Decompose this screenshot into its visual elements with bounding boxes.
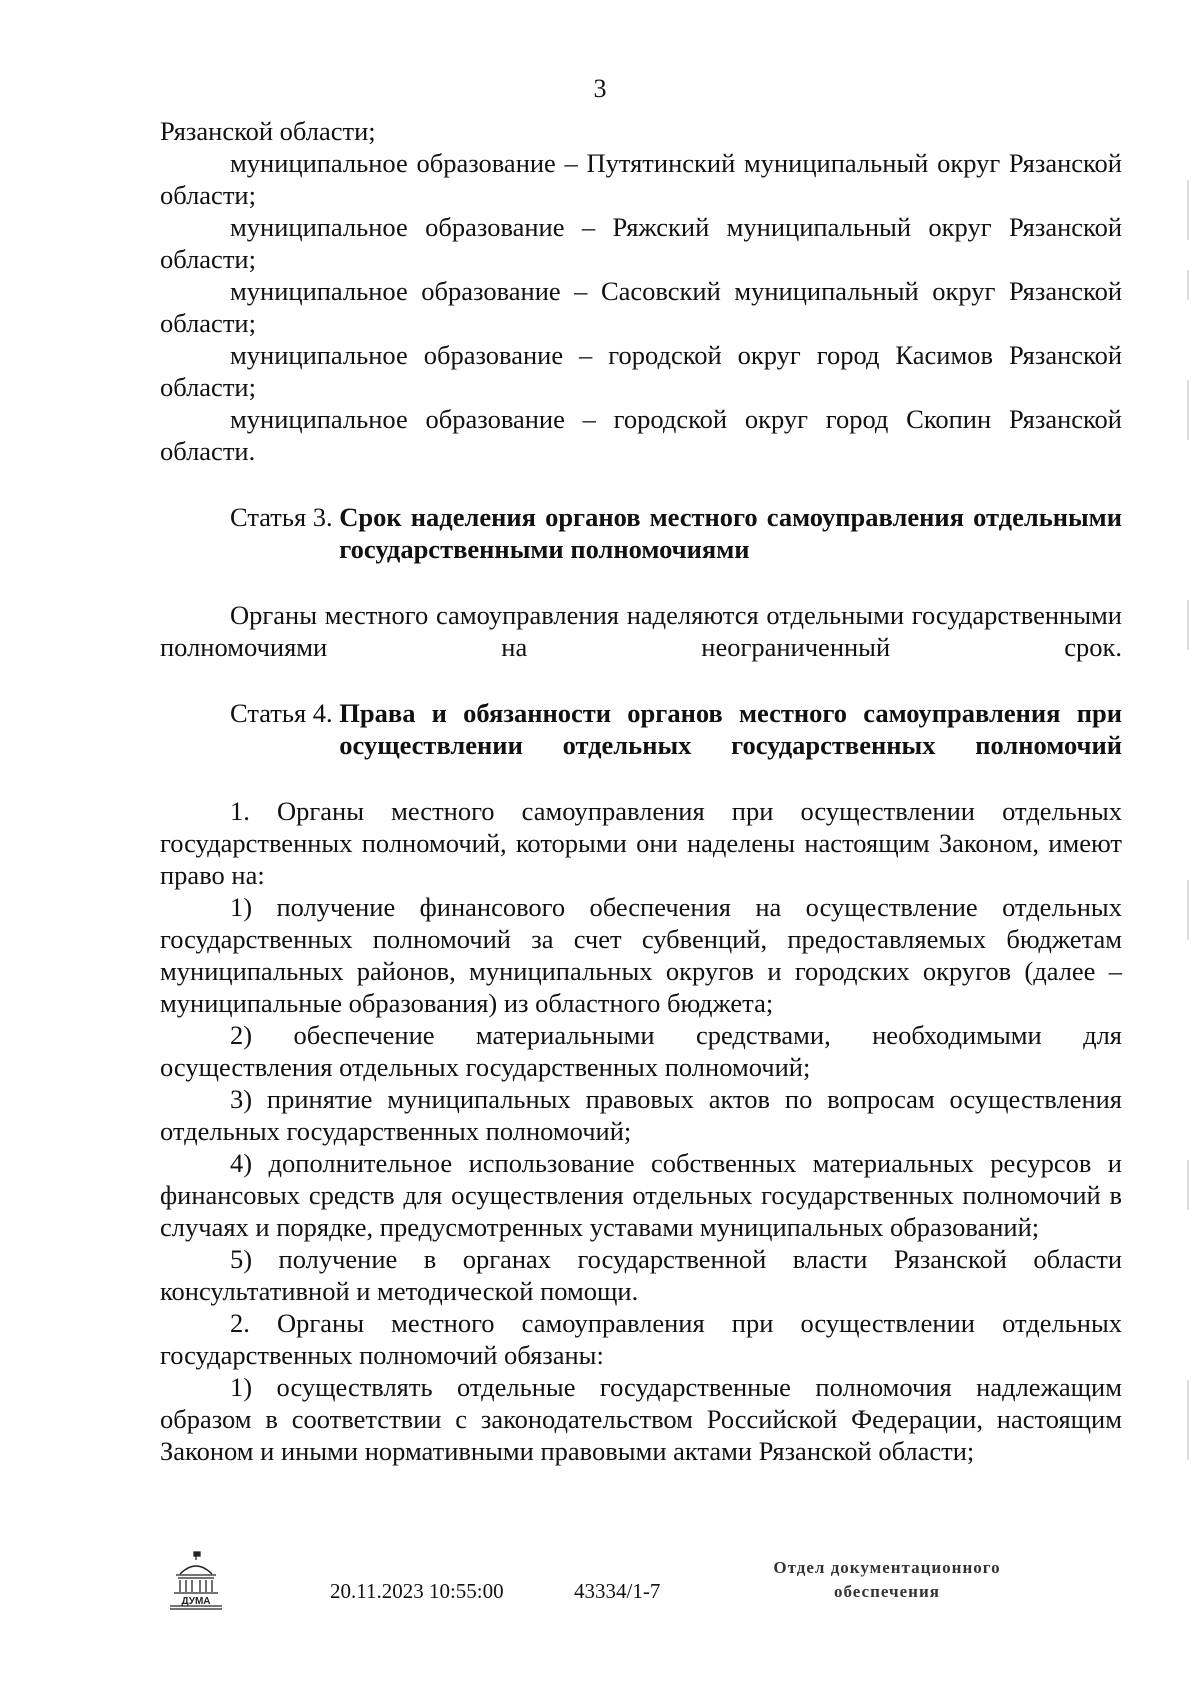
article-3-label: Статья 3.	[230, 502, 340, 532]
article-4-paragraph-0: 1. Органы местного самоуправления при осуществлении отдельных государственных полномочий, которыми они наделены настоящим Законом, имеют право на:	[160, 796, 1122, 890]
article-3-title: Срок наделения органов местного самоуправления отдельными государственными полномочиями	[339, 502, 1122, 564]
paragraph-top-1: муниципальное образование – Путятинский муниципальный округ Рязанской области;	[160, 148, 1122, 210]
paragraph-top-0: Рязанской области;	[160, 116, 376, 146]
article-4-paragraph-6: 2. Органы местного самоуправления при осуществлении отдельных государственных полномочий обязаны:	[160, 1308, 1122, 1370]
article-4-paragraph-3: 3) принятие муниципальных правовых актов по вопросам осуществления отдельных государственных полномочий;	[160, 1084, 1122, 1146]
stamp-line-2: обеспечения	[834, 1582, 940, 1601]
paragraph-top-2: муниципальное образование – Ряжский муниципальный округ Рязанской области;	[160, 212, 1122, 274]
article-4-paragraph-5: 5) получение в органах государственной власти Рязанской области консультативной и методической помощи.	[160, 1244, 1122, 1306]
article-4-label: Статья 4.	[230, 698, 340, 728]
article-3-heading	[160, 501, 1122, 565]
article-3-text: Органы местного самоуправления наделяются отдельными государственными полномочиями на неограниченный срок.	[160, 600, 1122, 662]
emblem-text: ДУМА	[181, 1596, 211, 1607]
paragraph-top-5: муниципальное образование – городской округ город Скопин Рязанской области.	[160, 404, 1122, 466]
article-4-paragraph-4: 4) дополнительное использование собственных материальных ресурсов и финансовых средств для осуществления отдельных государственных полномочий в случаях и порядке, предусмотренных уставами муниципальных образований;	[160, 1148, 1122, 1242]
document-datetime: 20.11.2023 10:55:00	[330, 1579, 504, 1603]
document-body	[160, 115, 1122, 1467]
department-stamp	[742, 1556, 1032, 1604]
article-4-heading	[160, 697, 1122, 761]
registration-number: 43334/1-7	[574, 1579, 661, 1603]
article-4-paragraph-2: 2) обеспечение материальными средствами, необходимыми для осуществления отдельных государственных полномочий;	[160, 1020, 1122, 1082]
article-4-paragraph-1: 1) получение финансового обеспечения на осуществление отдельных государственных полномочий за счет субвенций, предоставляемых бюджетам муниципальных районов, муниципальных округов и городских округов (далее – муниципальные образования) из областного бюджета;	[160, 892, 1122, 1018]
article-4-paragraph-7: 1) осуществлять отдельные государственные полномочия надлежащим образом в соответствии с законодательством Российской Федерации, настоящим Законом и иными нормативными правовыми актами Рязанской области;	[160, 1372, 1122, 1466]
stamp-line-1: Отдел документационного	[773, 1558, 1001, 1577]
page-number: 3	[593, 74, 607, 103]
duma-building-emblem-icon	[168, 1550, 224, 1612]
article-4-title: Права и обязанности органов местного самоуправления при осуществлении отдельных государственных полномочий	[339, 698, 1122, 760]
paragraph-top-3: муниципальное образование – Сасовский муниципальный округ Рязанской области;	[160, 276, 1122, 338]
scan-edge-marks	[1186, 180, 1190, 1580]
paragraph-top-4: муниципальное образование – городской округ город Касимов Рязанской области;	[160, 340, 1122, 402]
